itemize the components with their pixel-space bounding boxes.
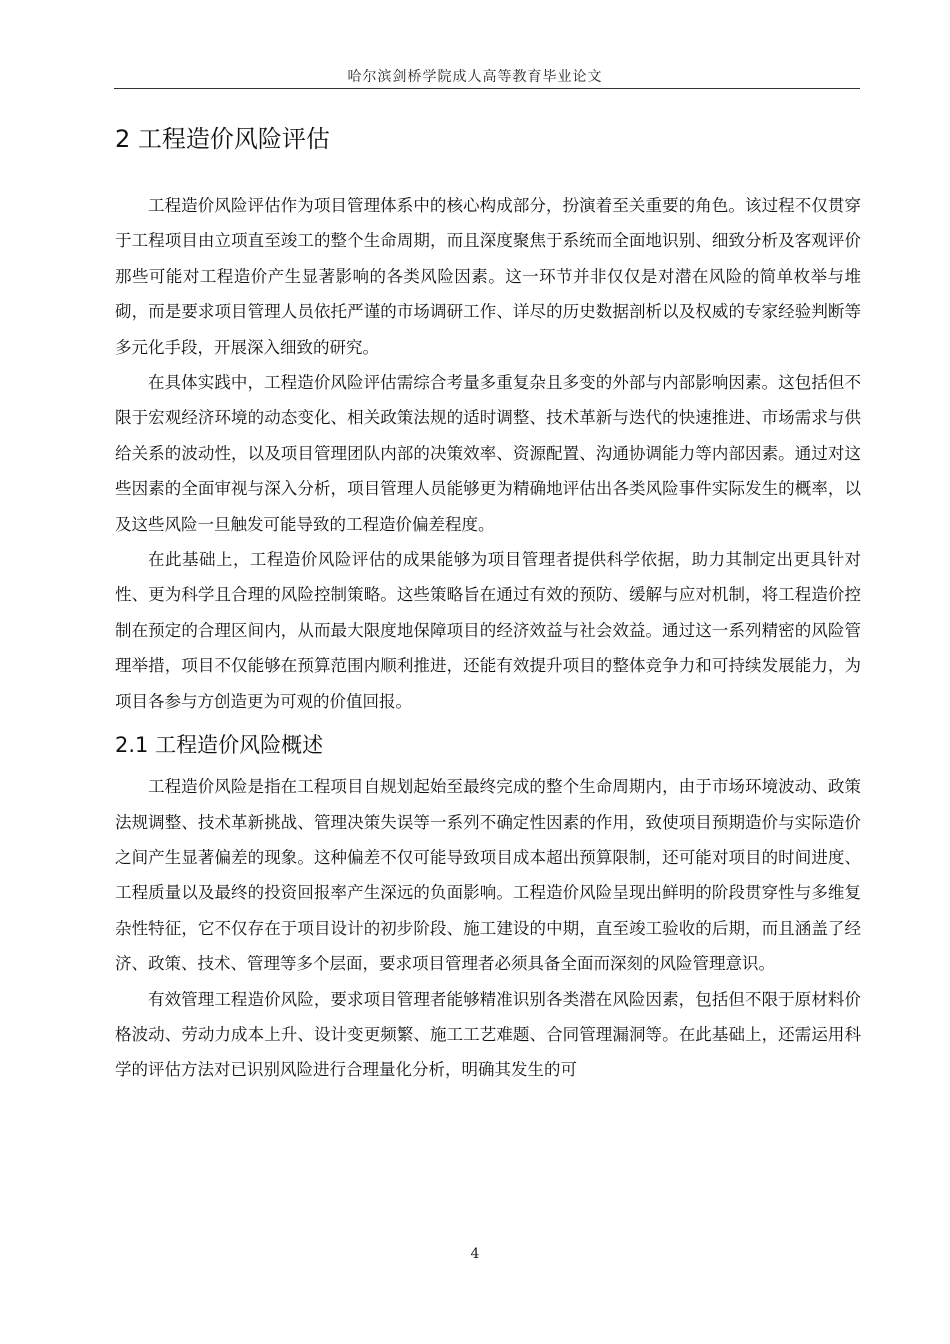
section-paragraph-3: 在此基础上，工程造价风险评估的成果能够为项目管理者提供科学依据，助力其制定出更具针对性、更为科学且合理的风险控制策略。这些策略旨在通过有效的预防、缓解与应对机制，将工程造价控制在预定的合理区间内，从而最大限度地保障项目的经济效益与社会效益。通过这一系列精密的风险管理举措，项目不仅能够在预算范围内顺利推进，还能有效提升项目的整体竞争力和可持续发展能力，为项目各参与方创造更为可观的价值回报。: [115, 550, 861, 711]
page-body: [115, 116, 861, 1088]
header-divider: [114, 88, 860, 89]
page-number: 4: [470, 1246, 480, 1262]
running-header: 哈尔滨剑桥学院成人高等教育毕业论文: [347, 69, 603, 85]
subsection-paragraph-2: 有效管理工程造价风险，要求项目管理者能够精准识别各类潜在风险因素，包括但不限于原材料价格波动、劳动力成本上升、设计变更频繁、施工工艺难题、合同管理漏洞等。在此基础上，还需运用科学的评估方法对已识别风险进行合理量化分析，明确其发生的可: [115, 989, 861, 1080]
section-paragraph-1: 工程造价风险评估作为项目管理体系中的核心构成部分，扮演着至关重要的角色。该过程不仅贯穿于工程项目由立项直至竣工的整个生命周期，而且深度聚焦于系统而全面地识别、细致分析及客观评价那些可能对工程造价产生显著影响的各类风险因素。这一环节并非仅仅是对潜在风险的简单枚举与堆砌，而是要求项目管理人员依托严谨的市场调研工作、详尽的历史数据剖析以及权威的专家经验判断等多元化手段，开展深入细致的研究。: [115, 196, 861, 357]
subsection-paragraph-1: 工程造价风险是指在工程项目自规划起始至最终完成的整个生命周期内，由于市场环境波动、政策法规调整、技术革新挑战、管理决策失误等一系列不确定性因素的作用，致使项目预期造价与实际造价之间产生显著偏差的现象。这种偏差不仅可能导致项目成本超出预算限制，还可能对项目的时间进度、工程质量以及最终的投资回报率产生深远的负面影响。工程造价风险呈现出鲜明的阶段贯穿性与多维复杂性特征，它不仅存在于项目设计的初步阶段、施工建设的中期，直至竣工验收的后期，而且涵盖了经济、政策、技术、管理等多个层面，要求项目管理者必须具备全面而深刻的风险管理意识。: [115, 777, 861, 974]
section-heading: 2 工程造价风险评估: [115, 125, 330, 153]
section-paragraph-2: 在具体实践中，工程造价风险评估需综合考量多重复杂且多变的外部与内部影响因素。这包括但不限于宏观经济环境的动态变化、相关政策法规的适时调整、技术革新与迭代的快速推进、市场需求与供给关系的波动性，以及项目管理团队内部的决策效率、资源配置、沟通协调能力等内部因素。通过对这些因素的全面审视与深入分析，项目管理人员能够更为精确地评估出各类风险事件实际发生的概率，以及这些风险一旦触发可能导致的工程造价偏差程度。: [115, 373, 861, 534]
subsection-heading: 2.1 工程造价风险概述: [115, 733, 324, 758]
